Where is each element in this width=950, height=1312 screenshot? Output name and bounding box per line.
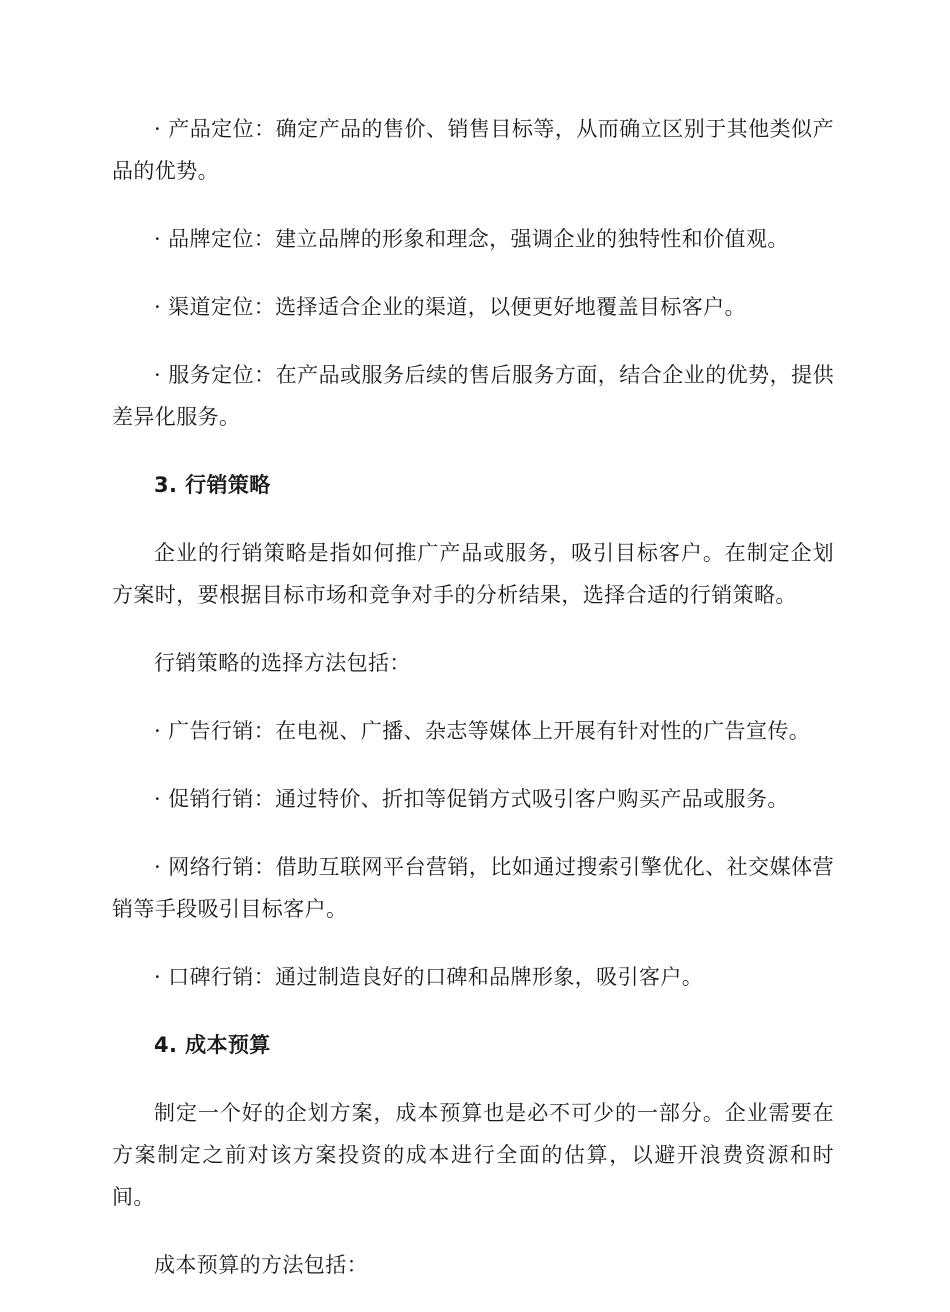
section-heading-cost-budget: 4. 成本预算 bbox=[154, 1033, 271, 1057]
bullet-channel-positioning: · 渠道定位：选择适合企业的渠道，以便更好地覆盖目标客户。 bbox=[154, 295, 746, 319]
bullet-product-positioning: · 产品定位：确定产品的售价、销售目标等，从而确立区别于其他类似产品的优势。 bbox=[112, 117, 834, 183]
paragraph-marketing-methods-lead: 行销策略的选择方法包括： bbox=[154, 651, 411, 675]
bullet-brand-positioning: · 品牌定位：建立品牌的形象和理念，强调企业的独特性和价值观。 bbox=[154, 227, 789, 251]
paragraph-cost-budget-methods-lead: 成本预算的方法包括： bbox=[154, 1253, 368, 1277]
bullet-online-marketing: · 网络行销：借助互联网平台营销，比如通过搜索引擎优化、社交媒体营销等手段吸引目标客户。 bbox=[112, 855, 834, 921]
document-body bbox=[112, 108, 834, 1312]
bullet-promotion: · 促销行销：通过特价、折扣等促销方式吸引客户购买产品或服务。 bbox=[154, 787, 789, 811]
section-heading-marketing-strategy: 3. 行销策略 bbox=[154, 473, 271, 497]
bullet-word-of-mouth: · 口碑行销：通过制造良好的口碑和品牌形象，吸引客户。 bbox=[154, 965, 704, 989]
bullet-advertising: · 广告行销：在电视、广播、杂志等媒体上开展有针对性的广告宣传。 bbox=[154, 719, 811, 743]
paragraph-marketing-intro: 企业的行销策略是指如何推广产品或服务，吸引目标客户。在制定企划方案时，要根据目标市场和竞争对手的分析结果，选择合适的行销策略。 bbox=[112, 541, 834, 607]
bullet-service-positioning: · 服务定位：在产品或服务后续的售后服务方面，结合企业的优势，提供差异化服务。 bbox=[112, 363, 834, 429]
paragraph-cost-budget-intro: 制定一个好的企划方案，成本预算也是必不可少的一部分。企业需要在方案制定之前对该方案投资的成本进行全面的估算，以避开浪费资源和时间。 bbox=[112, 1101, 834, 1209]
